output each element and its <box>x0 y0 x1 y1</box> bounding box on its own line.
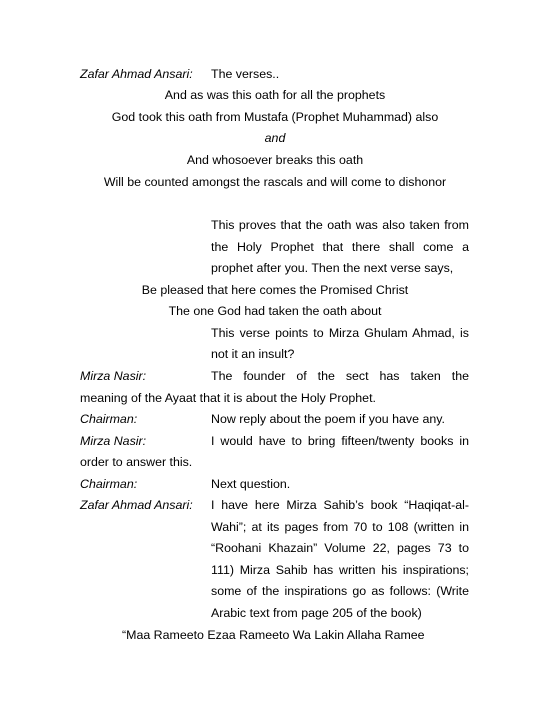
speaker-mirza-nasir: Mirza Nasir: <box>80 434 147 448</box>
verse-line: Will be counted amongst the rascals and will come to dishonor <box>103 175 447 189</box>
dialogue-text: The founder of the sect has taken the <box>211 369 469 383</box>
dialogue-text: meaning of the Ayaat that it is about the Holy Prophet. <box>80 391 376 405</box>
dialogue-text: Wahi”; at its pages from 70 to 108 (written in <box>211 520 469 534</box>
dialogue-text: Arabic text from page 205 of the book) <box>211 606 422 620</box>
paragraph-line: This proves that the oath was also taken from <box>211 218 469 232</box>
dialogue-text: I have here Mirza Sahib’s book “Haqiqat-al- <box>211 498 469 512</box>
dialogue-text: order to answer this. <box>80 455 193 469</box>
verse-line: Be pleased that here comes the Promised Christ <box>141 283 409 297</box>
speaker-mirza-nasir: Mirza Nasir: <box>80 369 147 383</box>
paragraph-line: prophet after you. Then the next verse says, <box>211 261 454 275</box>
dialogue-text: Next question. <box>211 477 291 491</box>
dialogue-text: “Roohani Khazain” Volume 22, pages 73 to <box>211 541 469 555</box>
verse-line: God took this oath from Mustafa (Prophet Muhammad) also <box>111 110 439 124</box>
speaker-zafar-ahmad-ansari: Zafar Ahmad Ansari: <box>80 498 193 512</box>
paragraph-line: the Holy Prophet that there shall come a <box>211 240 469 254</box>
verse-line: And whosoever breaks this oath <box>186 153 364 167</box>
speaker-zafar-ahmad-ansari: Zafar Ahmad Ansari: <box>80 67 193 81</box>
verse-conjunction: and <box>264 131 286 145</box>
verse-line: And as was this oath for all the prophets <box>164 88 386 102</box>
dialogue-text: The verses.. <box>211 67 280 81</box>
speaker-chairman: Chairman: <box>80 412 138 426</box>
dialogue-text: 111) Mirza Sahib has written his inspirations; <box>211 563 469 577</box>
dialogue-text: Now reply about the poem if you have any. <box>211 412 445 426</box>
paragraph-line: This verse points to Mirza Ghulam Ahmad, is <box>211 326 469 340</box>
paragraph-line: not it an insult? <box>211 347 295 361</box>
speaker-chairman: Chairman: <box>80 477 138 491</box>
transliterated-verse: “Maa Rameeto Ezaa Rameeto Wa Lakin Allaha Ramee <box>122 628 425 642</box>
dialogue-text: some of the inspirations go as follows: (Write <box>211 584 469 598</box>
verse-line: The one God had taken the oath about <box>168 304 382 318</box>
dialogue-text: I would have to bring fifteen/twenty books in <box>211 434 469 448</box>
